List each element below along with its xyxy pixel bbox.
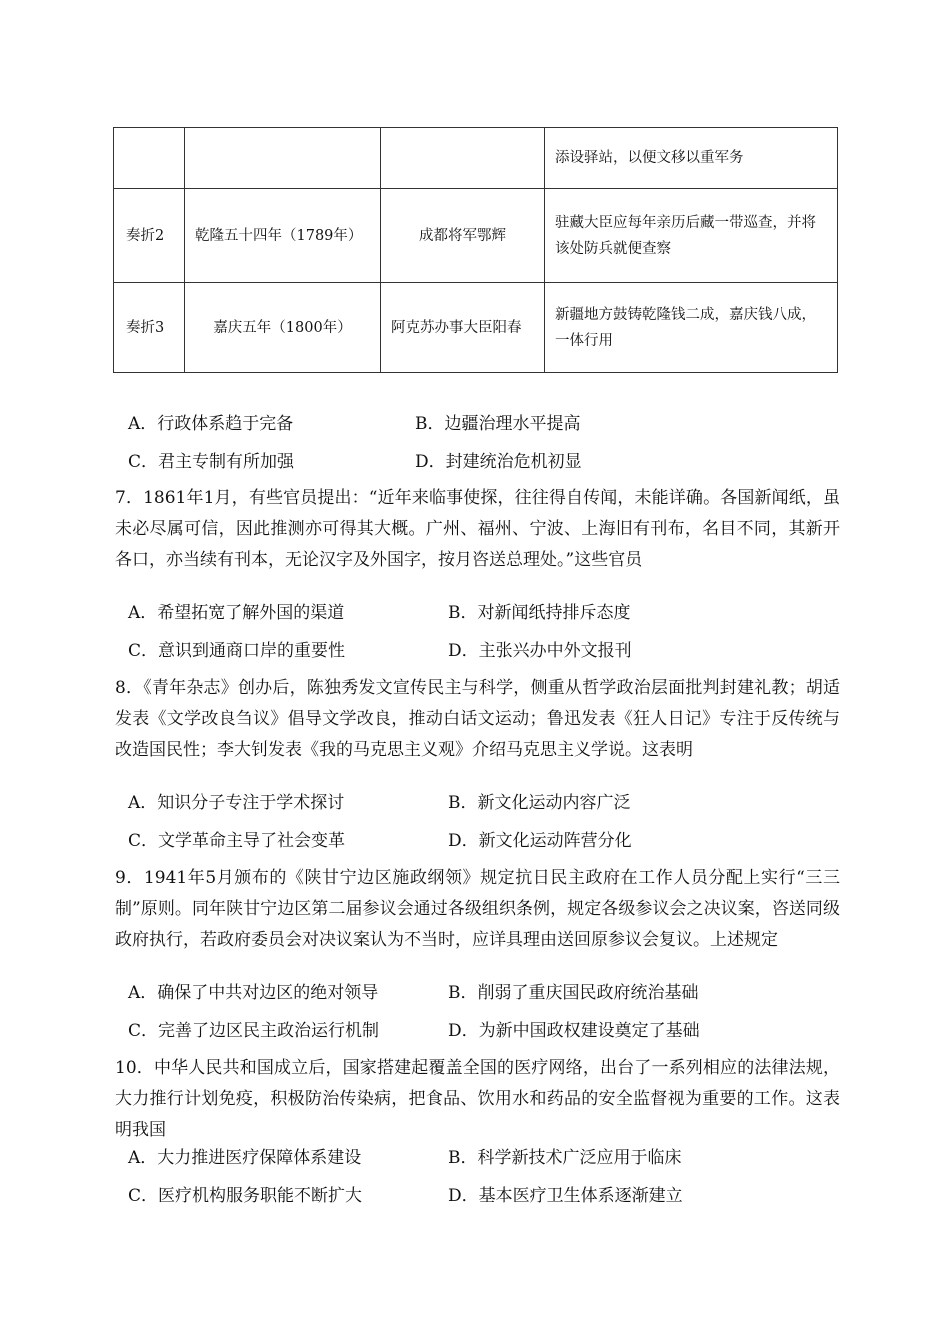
q6-option-d[interactable]: D．封建统治危机初显 (415, 452, 582, 472)
table-cell: 成都将军鄂辉 (381, 189, 545, 283)
q10-option-a[interactable]: A．大力推进医疗保障体系建设 (128, 1148, 362, 1168)
q9-option-c[interactable]: C．完善了边区民主政治运行机制 (128, 1021, 380, 1041)
memorial-table (113, 127, 838, 373)
q8-option-d[interactable]: D．新文化运动阵营分化 (448, 831, 632, 851)
q6-option-c[interactable]: C．君主专制有所加强 (128, 452, 295, 472)
q7-option-d[interactable]: D．主张兴办中外文报刊 (448, 641, 632, 661)
table-cell (114, 128, 185, 189)
q10-option-d[interactable]: D．基本医疗卫生体系逐渐建立 (448, 1186, 683, 1206)
q8-stem: 8．《青年杂志》创办后，陈独秀发文宣传民主与科学，侧重从哲学政治层面批判封建礼教；胡适发表《文学改良刍议》倡导文学改良，推动白话文运动；鲁迅发表《狂人日记》专注于反传统与改造国民性；李大钊发表《我的马克思主义观》介绍马克思主义学说。这表明 (115, 678, 840, 760)
q6-option-b[interactable]: B．边疆治理水平提高 (415, 414, 581, 434)
table-cell: 阿克苏办事大臣阳春 (381, 283, 545, 373)
q10-option-b[interactable]: B．科学新技术广泛应用于临床 (448, 1148, 682, 1168)
table-row (114, 128, 838, 189)
table-cell: 驻藏大臣应每年亲历后藏一带巡查，并将该处防兵就便查察 (545, 189, 838, 283)
q9-option-a[interactable]: A．确保了中共对边区的绝对领导 (128, 983, 379, 1003)
table-row (114, 189, 838, 283)
table-cell: 嘉庆五年（1800年） (185, 283, 381, 373)
table-cell: 奏折2 (114, 189, 185, 283)
q6-option-a[interactable]: A．行政体系趋于完备 (128, 414, 294, 434)
q7-option-b[interactable]: B．对新闻纸持排斥态度 (448, 603, 631, 623)
q7-option-c[interactable]: C．意识到通商口岸的重要性 (128, 641, 346, 661)
table-cell: 新疆地方鼓铸乾隆钱二成，嘉庆钱八成，一体行用 (545, 283, 838, 373)
table-cell (381, 128, 545, 189)
q9-stem: 9．1941年5月颁布的《陕甘宁边区施政纲领》规定抗日民主政府在工作人员分配上实行“三三制”原则。同年陕甘宁边区第二届参议会通过各级组织条例，规定各级参议会之决议案，咨送同级政府执行，若政府委员会对决议案认为不当时，应详具理由送回原参议会复议。上述规定 (115, 868, 840, 950)
q8-option-a[interactable]: A．知识分子专注于学术探讨 (128, 793, 345, 813)
table-cell: 奏折3 (114, 283, 185, 373)
q8-option-b[interactable]: B．新文化运动内容广泛 (448, 793, 631, 813)
q7-option-a[interactable]: A．希望拓宽了解外国的渠道 (128, 603, 345, 623)
table-cell (185, 128, 381, 189)
table-cell: 添设驿站，以便文移以重军务 (545, 128, 838, 189)
q10-stem: 10．中华人民共和国成立后，国家搭建起覆盖全国的医疗网络，出台了一系列相应的法律法规，大力推行计划免疫，积极防治传染病，把食品、饮用水和药品的安全监督视为重要的工作。这表明我国 (115, 1058, 840, 1140)
table-row (114, 283, 838, 373)
q10-option-c[interactable]: C．医疗机构服务职能不断扩大 (128, 1186, 363, 1206)
q9-option-d[interactable]: D．为新中国政权建设奠定了基础 (448, 1021, 700, 1041)
q9-option-b[interactable]: B．削弱了重庆国民政府统治基础 (448, 983, 699, 1003)
q7-stem: 7．1861年1月，有些官员提出：“近年来临事使探，往往得自传闻，未能详确。各国新闻纸，虽未必尽属可信，因此推测亦可得其大概。广州、福州、宁波、上海旧有刊布，名目不同，其新开各口，亦当续有刊本，无论汉字及外国字，按月咨送总理处。”这些官员 (115, 488, 840, 570)
table-cell: 乾隆五十四年（1789年） (185, 189, 381, 283)
q8-option-c[interactable]: C．文学革命主导了社会变革 (128, 831, 346, 851)
